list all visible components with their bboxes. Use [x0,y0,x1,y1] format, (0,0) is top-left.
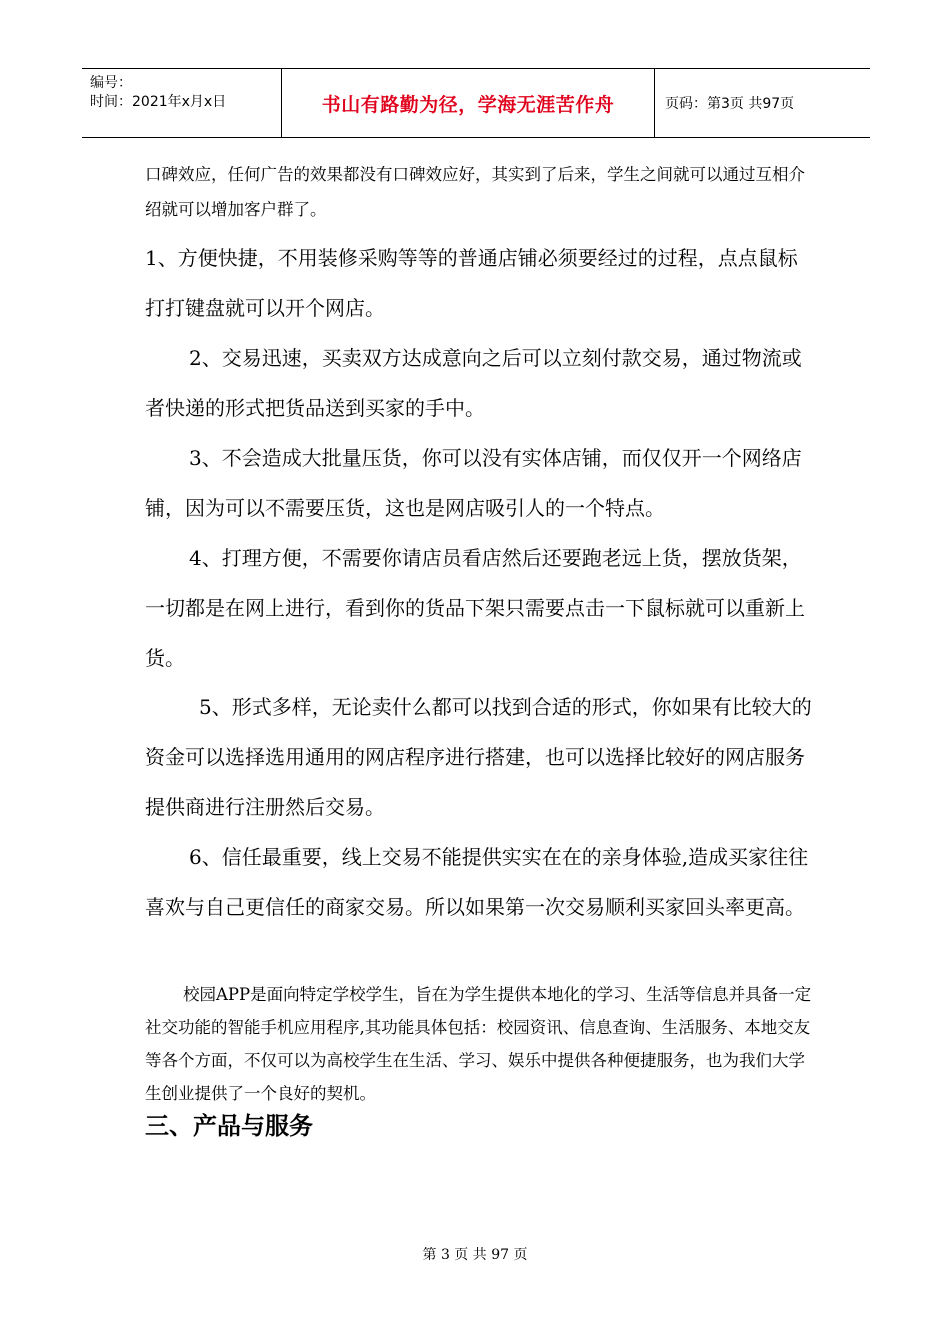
header-left-cell [82,69,282,137]
page-header [82,68,870,138]
point-paragraph-5: 5、形式多样，无论卖什么都可以找到合适的形式，你如果有比较大的资金可以选择选用通用的网店程序进行搭建，也可以选择比较好的网店服务提供商进行注册然后交易。 [145,695,812,819]
document-time-label: 时间：2021年x月x日 [90,94,227,110]
header-middle-cell [282,69,655,137]
point-paragraph-4: 4、打理方便，不需要你请店员看店然后还要跑老远上货，摆放货架，一切都是在网上进行，看到你的货品下架只需要点击一下鼠标就可以重新上货。 [145,546,805,670]
header-motto: 书山有路勤为径，学海无涯苦作舟 [321,93,615,116]
campus-app-paragraph: 校园APP是面向特定学校学生，旨在为学生提供本地化的学习、生活等信息并具备一定社交功能的智能手机应用程序,其功能具体包括：校园资讯、信息查询、生活服务、本地交友等各个方面，不仅可以为高校学生在生活、学习、娱乐中提供各种便捷服务，也为我们大学生创业提供了一个良好的契机。 [145,985,812,1103]
header-page-info: 页码：第3页 共97页 [665,96,795,112]
page-footer: 第 3 页 共 97 页 [422,1247,528,1263]
intro-paragraph: 口碑效应，任何广告的效果都没有口碑效应好，其实到了后来，学生之间就可以通过互相介绍就可以增加客户群了。 [145,165,805,219]
point-paragraph-2: 2、交易迅速，买卖双方达成意向之后可以立刻付款交易，通过物流或者快递的形式把货品送到买家的手中。 [145,346,802,420]
header-right-cell [655,69,870,137]
point-paragraph-3: 3、不会造成大批量压货，你可以没有实体店铺，而仅仅开一个网络店铺，因为可以不需要压货，这也是网店吸引人的一个特点。 [145,446,802,520]
point-paragraph-1: 1、方便快捷，不用装修采购等等的普通店铺必须要经过的过程，点点鼠标打打键盘就可以开个网店。 [145,246,798,320]
point-paragraph-6: 6、信任最重要，线上交易不能提供实实在在的亲身体验,造成买家往往喜欢与自己更信任的商家交易。所以如果第一次交易顺利买家回头率更高。 [145,845,809,919]
document-number-label: 编号： [90,75,132,91]
section-heading: 三、产品与服务 [145,1112,313,1140]
